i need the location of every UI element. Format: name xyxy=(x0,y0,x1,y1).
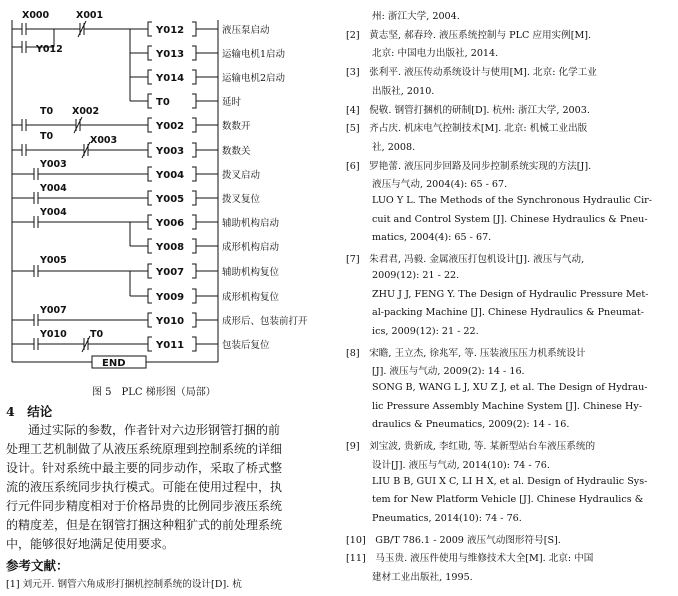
reference-line: LUO Y L. The Methods of the Synchronous Hydraulic Cir- xyxy=(372,195,652,206)
output-description: 液压泵启动 xyxy=(222,25,270,36)
contact-label: Y003 xyxy=(40,159,67,170)
reference-line: [8] 宋瞻, 王立杰, 徐兆军, 等. 压装液压压力机系统设计 xyxy=(346,347,586,359)
reference-line: 设计[J]. 液压与气动, 2014(10): 74 - 76. xyxy=(372,459,550,471)
reference-line: [5] 齐占庆. 机床电气控制技术[M]. 北京: 机械工业出版 xyxy=(346,123,588,135)
reference-line: 建材工业出版社, 1995. xyxy=(372,572,473,583)
reference-line: [J]. 液压与气动, 2009(2): 14 - 16. xyxy=(372,366,525,378)
coil-label: Y004 xyxy=(156,170,185,181)
contact-label: Y004 xyxy=(40,183,67,194)
reference-item: [1] 刘元开. 钢管六角成形打捆机控制系统的设计[D]. 杭 xyxy=(6,579,242,590)
reference-line: ZHU J J, FENG Y. The Design of Hydraulic Pressure Met- xyxy=(372,288,649,300)
contact-label: Y010 xyxy=(40,329,67,340)
coil-label: Y008 xyxy=(156,242,185,253)
reference-line: al-packing Machine [J]. Chinese Hydraulics & Pneumat- xyxy=(372,307,644,319)
coil-label: Y013 xyxy=(156,49,185,60)
reference-line: LIU B B, GUI X C, LI H X, et al. Design of Hydraulic Sys- xyxy=(372,475,648,487)
reference-line: 州: 浙江大学, 2004. xyxy=(372,11,460,22)
coil-label: Y003 xyxy=(156,146,185,157)
reference-line: [10] GB/T 786.1 - 2009 液压气动图形符号[S]. xyxy=(346,534,561,546)
contact-label: X001 xyxy=(76,10,104,21)
output-description: 成形后、包装前打开 xyxy=(222,316,308,327)
reference-line: [3] 张利平. 液压传动系统设计与使用[M]. 北京: 化学工业 xyxy=(346,67,597,79)
reference-line: cuit and Control System [J]. Chinese Hydraulics & Pneu- xyxy=(372,213,648,225)
output-description: 成形机构启动 xyxy=(222,242,280,253)
contact-label: Y007 xyxy=(40,305,67,316)
reference-line: ics, 2009(12): 21 - 22. xyxy=(372,325,479,337)
output-description: 拨叉复位 xyxy=(222,194,261,205)
output-description: 成形机构复位 xyxy=(222,292,280,303)
reference-line: [6] 罗艳蕾. 液压同步回路及同步控制系统实现的方法[J]. xyxy=(346,160,592,172)
reference-line: 北京: 中国电力出版社, 2014. xyxy=(372,48,499,60)
figure-caption: 图 5 PLC 梯形图（局部） xyxy=(92,387,216,398)
coil-label: Y006 xyxy=(156,218,185,229)
contact-label: T0 xyxy=(90,329,104,340)
output-description: 辅助机构复位 xyxy=(222,267,280,278)
body-line: 设计。针对系统中最主要的同步动作，采取了桥式整 xyxy=(6,461,283,475)
output-description: 拨叉启动 xyxy=(222,170,261,181)
contact-label: X003 xyxy=(90,135,118,146)
body-line: 的精度差，但是在钢管打捆这种粗犷式的前处理系统 xyxy=(6,518,283,532)
references-heading: 参考文献： xyxy=(6,558,69,573)
contact-label: X002 xyxy=(72,106,100,117)
coil-label: Y010 xyxy=(156,316,185,327)
contact-label: T0 xyxy=(40,131,54,142)
reference-line: 2009(12): 21 - 22. xyxy=(372,269,460,281)
output-description: 数数开 xyxy=(222,121,251,132)
output-description: 包装后复位 xyxy=(222,340,270,351)
reference-line: [11] 马玉贵. 液压件使用与维修技术大全[M]. 北京: 中国 xyxy=(346,553,594,565)
reference-line: matics, 2004(4): 65 - 67. xyxy=(372,232,492,244)
reference-line: [4] 倪敬. 钢管打捆机的研制[D]. 杭州: 浙江大学, 2003. xyxy=(346,104,590,116)
body-line: 流的液压系统同步执行模式。可能在使用过程中，执 xyxy=(6,480,283,494)
reference-line: [7] 朱君君, 冯毅. 金属液压打包机设计[J]. 液压与气动, xyxy=(346,254,585,266)
reference-line: 出版社, 2010. xyxy=(372,85,435,97)
body-line: 中，能够很好地满足使用要求。 xyxy=(6,537,175,551)
output-description: 运输电机2启动 xyxy=(222,73,286,84)
output-description: 延时 xyxy=(222,97,242,108)
output-description: 运输电机1启动 xyxy=(222,49,286,60)
body-line: 通过实际的参数，作者针对六边形钢管打捆的前 xyxy=(28,423,281,437)
output-description: 辅助机构启动 xyxy=(222,218,280,229)
contact-label: T0 xyxy=(40,106,54,117)
coil-label: Y011 xyxy=(156,340,185,351)
reference-line: 社, 2008. xyxy=(372,141,416,153)
coil-label: T0 xyxy=(156,97,170,108)
reference-line: [9] 刘宝波, 贵新成, 李红勋, 等. 某新型站台车液压系统的 xyxy=(346,441,596,453)
reference-line: 液压与气动, 2004(4): 65 - 67. xyxy=(372,179,508,191)
body-line: 行元件同步精度相对于价格昂贵的比例同步液压系统 xyxy=(6,499,283,513)
coil-label: Y005 xyxy=(156,194,185,205)
contact-label: X000 xyxy=(22,10,50,21)
end-label: END xyxy=(102,358,126,369)
contact-label: Y004 xyxy=(40,207,67,218)
output-description: 数数关 xyxy=(222,146,251,157)
coil-label: Y007 xyxy=(156,267,185,278)
coil-label: Y012 xyxy=(156,25,185,36)
reference-line: SONG B, WANG L J, XU Z J, et al. The Design of Hydrau- xyxy=(372,382,648,393)
reference-line: lic Pressure Assembly Machine System [J]. Chinese Hy- xyxy=(372,400,643,412)
contact-label: Y005 xyxy=(40,255,67,266)
reference-line: [2] 黄志坚, 郝春玲. 液压系统控制与 PLC 应用实例[M]. xyxy=(346,29,592,41)
reference-line: Pneumatics, 2014(10): 74 - 76. xyxy=(372,512,522,524)
coil-label: Y002 xyxy=(156,121,185,132)
coil-label: Y009 xyxy=(156,292,185,303)
coil-label: Y014 xyxy=(156,73,185,84)
section-heading: 4 结论 xyxy=(6,404,53,419)
plc-ladder-diagram xyxy=(0,0,330,372)
contact-label: Y012 xyxy=(36,44,63,55)
reference-line: tem for New Platform Vehicle [J]. Chinese Hydraulics & xyxy=(372,494,644,506)
reference-line: draulics & Pneumatics, 2009(2): 14 - 16. xyxy=(372,419,570,431)
body-line: 处理工艺机制做了从液压系统原理到控制系统的详细 xyxy=(6,442,283,456)
